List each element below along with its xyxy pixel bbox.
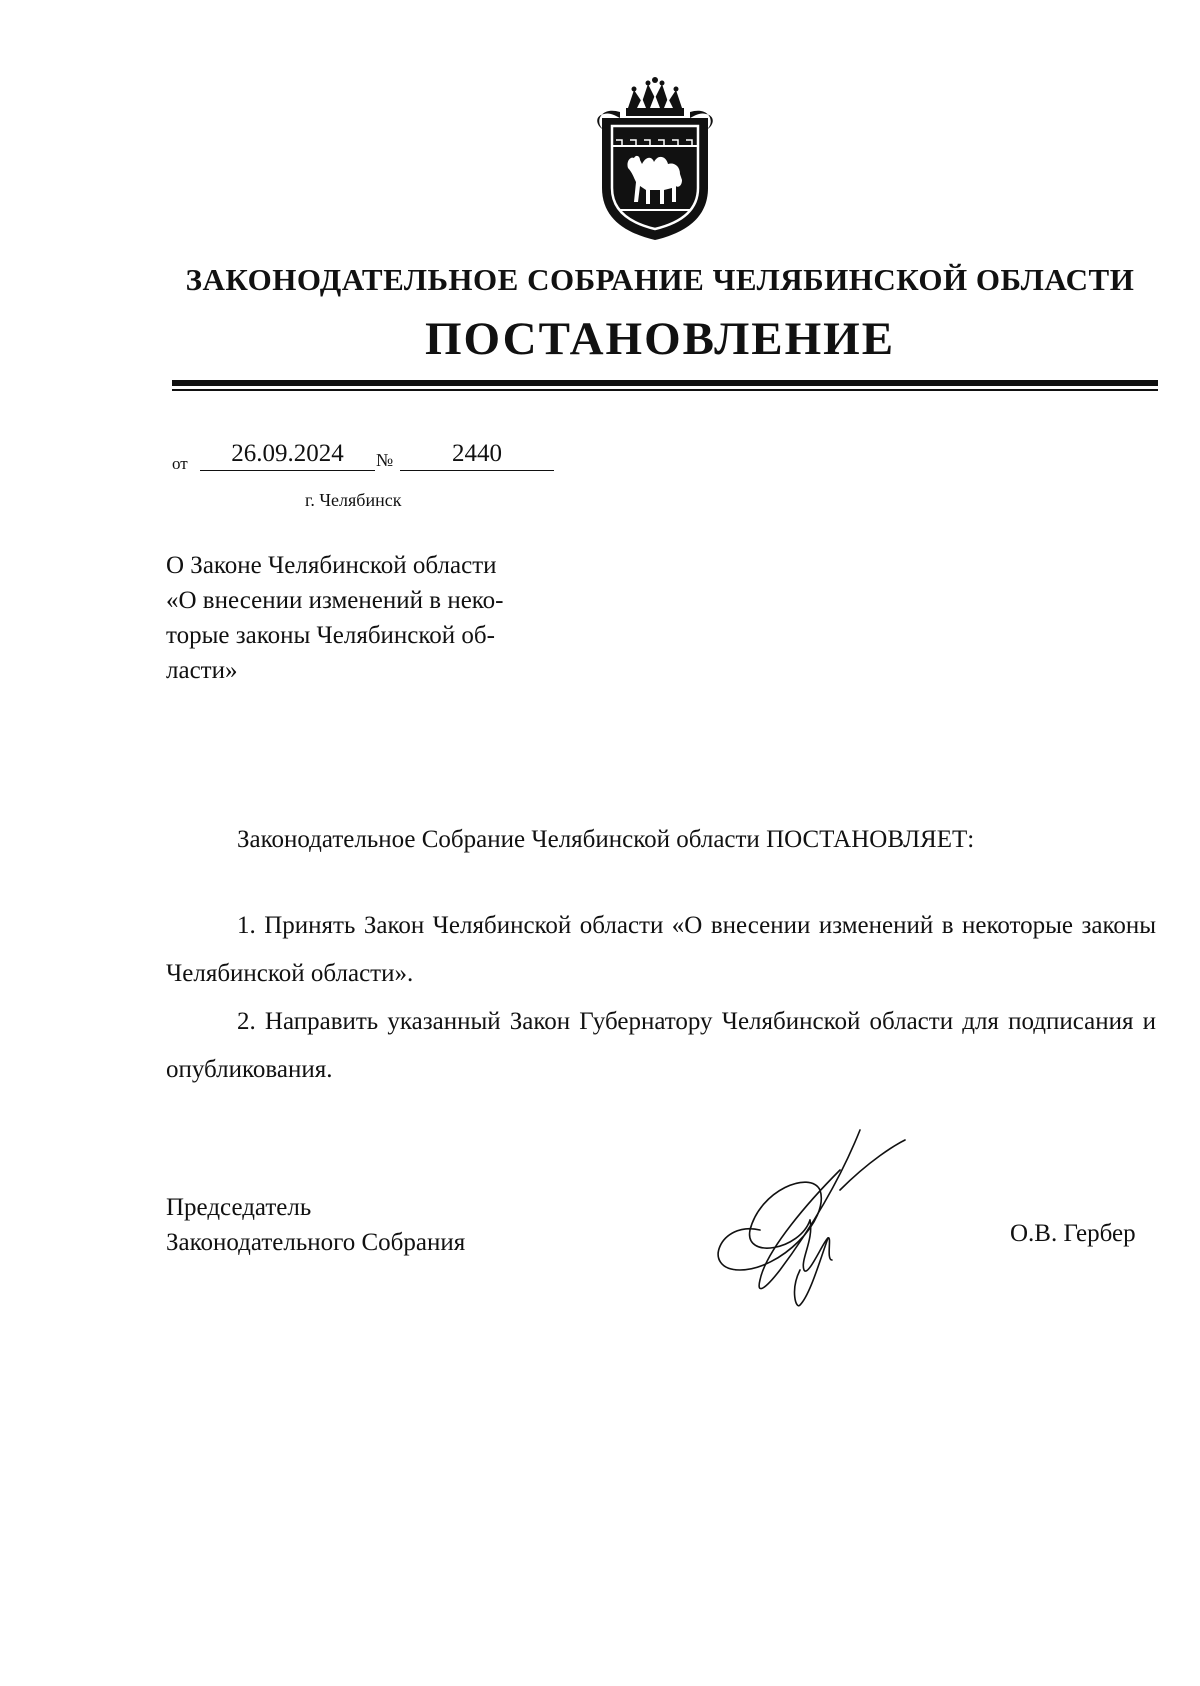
document-date: 26.09.2024 [200, 440, 375, 471]
signatory-title [166, 1190, 465, 1260]
header-divider-thin [172, 389, 1158, 391]
document-number: 2440 [400, 440, 554, 471]
signatory-title-line: Законодательного Собрания [166, 1229, 466, 1256]
signer-name: О.В. Гербер [1010, 1220, 1136, 1247]
resolution-body [166, 902, 1156, 1094]
document-type-title: ПОСТАНОВЛЕНИЕ [424, 313, 896, 365]
city-label: г. Челябинск [305, 490, 402, 510]
organization-name: ЗАКОНОДАТЕЛЬНОЕ СОБРАНИЕ ЧЕЛЯБИНСКОЙ ОБЛАСТИ [185, 262, 1135, 297]
preamble: Законодательное Собрание Челябинской области ПОСТАНОВЛЯЕТ: [237, 826, 975, 853]
document-subject [166, 548, 536, 688]
handwritten-signature-icon [700, 1120, 940, 1310]
subject-line: О Законе Челябинской области [166, 552, 497, 579]
resolution-paragraph: 2. Направить указанный Закон Губернатору Челябинской области для подписания и опубликования. [166, 1008, 1156, 1083]
signatory-title-line: Председатель [166, 1194, 312, 1221]
subject-line: торые законы Челябинской об- [166, 622, 495, 649]
header-divider-thick [172, 380, 1158, 386]
date-prefix: от [172, 454, 188, 473]
number-prefix: № [376, 450, 394, 470]
subject-line: ласти» [166, 657, 238, 684]
chelyabinsk-coat-of-arms-icon [590, 68, 720, 243]
resolution-paragraph: 1. Принять Закон Челябинской области «О внесении изменений в некоторые законы Челябинской области». [166, 912, 1156, 987]
subject-line: «О внесении изменений в неко- [166, 587, 504, 614]
